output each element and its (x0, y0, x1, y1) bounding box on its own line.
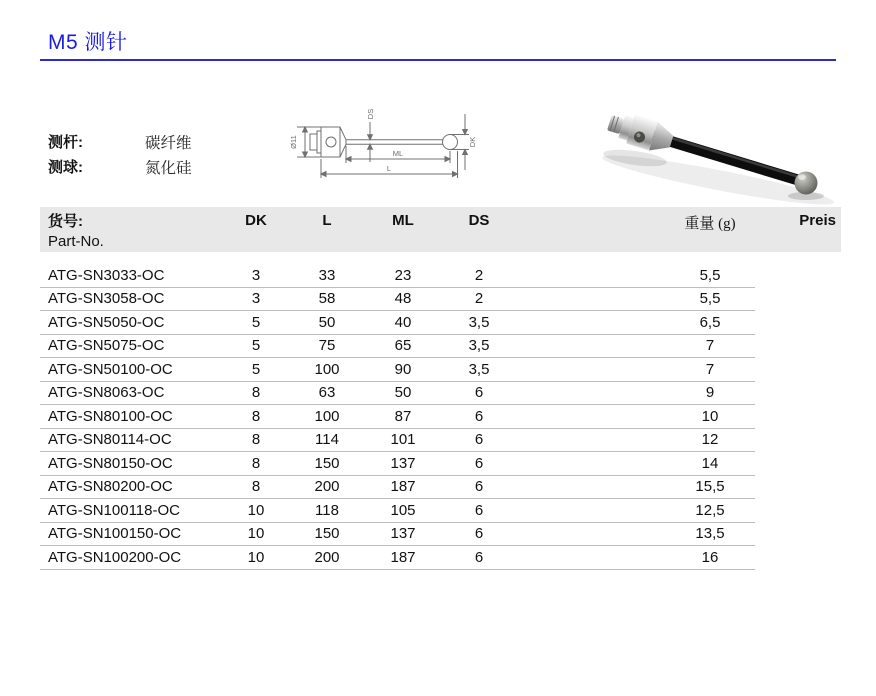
dk-value: 10 (247, 501, 265, 519)
material-shaft-row (48, 129, 192, 154)
ds-value: 3,5 (468, 337, 490, 355)
l-value: 200 (314, 548, 340, 566)
l-value: 150 (314, 525, 340, 543)
part-no: ATG-SN80200-OC (48, 478, 173, 496)
weight-value: 5,5 (699, 266, 721, 284)
dk-value: 8 (251, 431, 261, 449)
ml-value: 101 (390, 431, 416, 449)
ds-value: 6 (474, 525, 484, 543)
table-row (40, 358, 755, 382)
weight-value: 13,5 (695, 525, 725, 543)
ml-value: 90 (394, 360, 412, 378)
l-value: 100 (314, 407, 340, 425)
dk-value: 3 (251, 266, 261, 284)
weight-value: 10 (701, 407, 719, 425)
l-value: 100 (314, 360, 340, 378)
weight-value: 9 (705, 384, 715, 402)
weight-value: 15,5 (695, 478, 725, 496)
weight-value: 12,5 (695, 501, 725, 519)
ml-value: 65 (394, 337, 412, 355)
l-value: 75 (318, 337, 336, 355)
ml-value: 50 (394, 384, 412, 402)
col-header-preis: Preis (799, 212, 836, 229)
col-header-l: L (322, 212, 332, 229)
table-row (40, 382, 755, 406)
ds-value: 2 (474, 266, 484, 284)
ds-value: 6 (474, 407, 484, 425)
col-header-ds: DS (468, 212, 490, 229)
table-body (40, 264, 755, 570)
stylus-dimension-drawing (283, 100, 493, 192)
dim-label-d11: Ø11 (289, 135, 298, 149)
ml-value: 23 (394, 266, 412, 284)
dk-value: 8 (251, 478, 261, 496)
l-value: 33 (318, 266, 336, 284)
dk-value: 5 (251, 313, 261, 331)
dk-value: 8 (251, 454, 261, 472)
part-no: ATG-SN8063-OC (48, 384, 165, 402)
table-row (40, 499, 755, 523)
col-header-part-no (40, 207, 224, 252)
part-no: ATG-SN3033-OC (48, 266, 165, 284)
ds-value: 2 (474, 290, 484, 308)
part-no: ATG-SN5075-OC (48, 337, 165, 355)
ds-value: 6 (474, 384, 484, 402)
table-row (40, 335, 755, 359)
ml-value: 105 (390, 501, 416, 519)
dk-value: 10 (247, 525, 265, 543)
table-row (40, 429, 755, 453)
ml-value: 137 (390, 454, 416, 472)
col-header-part-no-cn: 货号: (48, 213, 83, 230)
ds-value: 3,5 (468, 360, 490, 378)
table-header (40, 207, 841, 252)
title-rule (40, 59, 836, 61)
weight-value: 7 (705, 360, 715, 378)
weight-value: 7 (705, 337, 715, 355)
col-header-dk: DK (245, 212, 267, 229)
l-value: 150 (314, 454, 340, 472)
l-value: 200 (314, 478, 340, 496)
ds-value: 6 (474, 431, 484, 449)
part-no: ATG-SN80100-OC (48, 407, 173, 425)
part-no: ATG-SN100150-OC (48, 525, 182, 543)
dim-label-ds: DS (366, 108, 375, 120)
part-no: ATG-SN50100-OC (48, 360, 173, 378)
ds-value: 6 (474, 548, 484, 566)
dk-value: 8 (251, 384, 261, 402)
dk-value: 8 (251, 407, 261, 425)
dk-value: 5 (251, 360, 261, 378)
table-row (40, 405, 755, 429)
ds-value: 6 (474, 454, 484, 472)
col-header-weight: 重量 (g) (684, 216, 736, 232)
part-no: ATG-SN100118-OC (48, 501, 180, 519)
part-no: ATG-SN80114-OC (48, 431, 172, 449)
col-header-part-no-en: Part-No. (48, 233, 104, 250)
part-no: ATG-SN100200-OC (48, 548, 182, 566)
part-no: ATG-SN3058-OC (48, 290, 165, 308)
l-value: 118 (315, 501, 339, 519)
dk-value: 5 (251, 337, 261, 355)
ml-value: 137 (390, 525, 416, 543)
weight-value: 12 (701, 431, 719, 449)
weight-value: 16 (701, 548, 719, 566)
table-row (40, 452, 755, 476)
materials-block (48, 129, 192, 179)
ml-value: 40 (394, 313, 412, 331)
table-row (40, 476, 755, 500)
dim-label-l: L (386, 164, 392, 173)
ds-value: 6 (474, 501, 484, 519)
ml-value: 48 (394, 290, 412, 308)
dk-value: 10 (247, 548, 265, 566)
ml-value: 187 (390, 548, 416, 566)
shaft-label: 测杆: (48, 134, 83, 151)
col-header-ml: ML (392, 212, 414, 229)
table-row (40, 264, 755, 288)
stylus-product-photo (593, 92, 851, 210)
page-title: M5 测针 (48, 31, 128, 54)
table-row (40, 523, 755, 547)
ball-value: 氮化硅 (145, 159, 192, 177)
weight-value: 14 (701, 454, 719, 472)
weight-value: 6,5 (699, 313, 721, 331)
l-value: 114 (315, 431, 339, 449)
ml-value: 87 (394, 407, 412, 425)
dim-label-dk: DK (468, 136, 477, 148)
ml-value: 187 (390, 478, 416, 496)
shaft-value: 碳纤维 (145, 134, 192, 152)
part-no: ATG-SN80150-OC (48, 454, 173, 472)
material-ball-row (48, 154, 192, 179)
ds-value: 3,5 (468, 313, 490, 331)
table-row (40, 288, 755, 312)
l-value: 58 (318, 290, 336, 308)
dim-label-ml: ML (392, 149, 404, 158)
l-value: 63 (318, 384, 336, 402)
col-header-spacer (518, 207, 665, 252)
ds-value: 6 (474, 478, 484, 496)
table-row (40, 311, 755, 335)
part-no: ATG-SN5050-OC (48, 313, 165, 331)
ball-label: 测球: (48, 159, 83, 176)
weight-value: 5,5 (699, 290, 721, 308)
table-row (40, 546, 755, 570)
dk-value: 3 (251, 290, 261, 308)
l-value: 50 (318, 313, 336, 331)
